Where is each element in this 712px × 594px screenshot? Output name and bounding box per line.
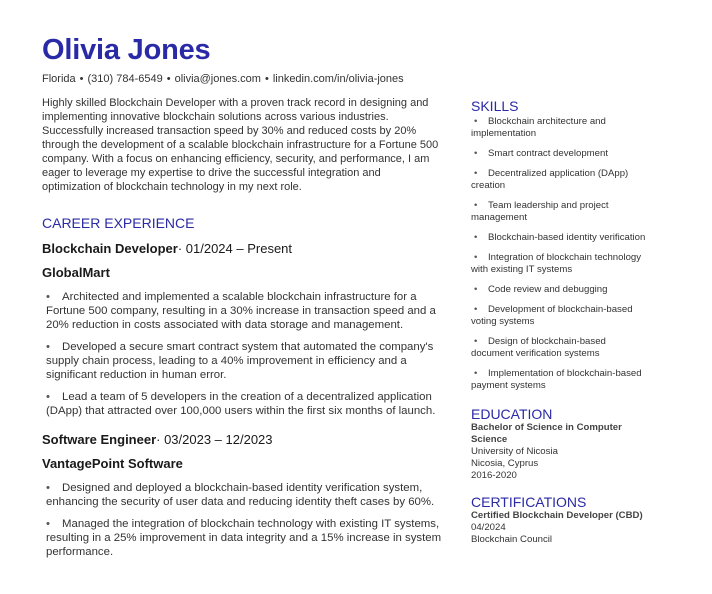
skills-list [471,116,646,392]
company-name: VantagePoint Software [42,456,183,471]
skill-item: • Smart contract development [471,148,646,160]
skill-item: • Development of blockchain-based voting systems [471,304,633,327]
job-entry [42,432,454,559]
contact-line [42,73,404,85]
degree: Bachelor of Science in Computer Science [471,422,622,445]
bullet-icon: • [474,116,478,127]
job-entry [42,241,454,418]
bullet-icon: • [474,368,478,379]
linkedin-link[interactable]: linkedin.com/in/olivia-jones [272,73,404,85]
job-title-line [42,432,454,447]
bullet-icon: • [46,518,50,530]
bullet-icon: • [474,168,478,179]
bullet-icon: • [474,148,478,159]
school-location: Nicosia, Cyprus [471,458,539,469]
bullet-icon: • [474,252,478,263]
bullet-icon: • [474,284,478,295]
bullet-icon: • [474,232,478,243]
job-bullet: • Designed and deployed a blockchain-based identity verification system, enhancing the security of user data and reducing identity theft cases by 60%. [46,482,435,508]
job-bullet: • Architected and implemented a scalable blockchain infrastructure for a Fortune 500 company, resulting in a 30% increase in transaction speed and a 20% reduction in costs associated with data storage and management. [46,291,436,331]
section-title: SKILLS [471,98,519,114]
job-bullet: • Lead a team of 5 developers in the creation of a decentralized application (DApp) that attracted over 100,000 users within the first six months of launch. [46,391,436,417]
bullet-icon: • [474,304,478,315]
skill-item: • Blockchain architecture and implementation [471,116,606,139]
skill-item: • Design of blockchain-based document verification systems [471,336,606,359]
section-title: EDUCATION [471,406,553,422]
skill-item: • Code review and debugging [471,284,646,296]
location: Florida [42,73,76,85]
bullet-icon: • [46,391,50,403]
job-dates: · 01/2024 – Present [177,241,293,256]
separator: • [264,73,269,85]
education-section [471,406,646,482]
sidebar-column [471,98,646,546]
separator: • [79,73,84,85]
candidate-name: Olivia Jones [42,34,211,66]
email-link[interactable]: olivia@jones.com [174,73,261,85]
job-dates: · 03/2023 – 12/2023 [156,432,273,447]
job-title-line [42,241,454,256]
job-bullets [42,481,454,559]
skill-item: • Implementation of blockchain-based payment systems [471,368,642,391]
company-name: GlobalMart [42,265,110,280]
job-role: Software Engineer [42,432,157,447]
bullet-icon: • [474,336,478,347]
bullet-icon: • [46,291,50,303]
phone: (310) 784-6549 [87,73,163,85]
education-years: 2016-2020 [471,470,517,481]
bullet-icon: • [46,482,50,494]
skill-item: • Blockchain-based identity verification [471,232,646,244]
skill-item: • Decentralized application (DApp) creation [471,168,629,191]
certification-name: Certified Blockchain Developer (CBD) [471,510,643,521]
section-title: CERTIFICATIONS [471,494,587,510]
job-bullet: • Managed the integration of blockchain technology with existing IT systems, resulting in a 25% improvement in data integrity and a 15% increase in system performance. [46,518,442,558]
certifications-section [471,494,646,546]
skill-item: • Integration of blockchain technology with existing IT systems [471,252,642,275]
bullet-icon: • [46,341,50,353]
school: University of Nicosia [471,446,558,457]
skill-item: • Team leadership and project management [471,200,609,223]
certification-issuer: Blockchain Council [471,534,553,545]
career-experience-section [42,215,454,567]
section-title: CAREER EXPERIENCE [42,215,195,231]
job-bullets [42,290,454,418]
bullet-icon: • [474,200,478,211]
summary-paragraph: Highly skilled Blockchain Developer with a proven track record in designing and implementing innovative blockchain solutions across various industries. Successfully increased transaction speed by 30% and reduced costs by 20% through the development of a scalable blockchain infrastructure for a Fortune 500 company. With a focus on enhancing efficiency, security, and performance, I am eager to leverage my expertise to drive the successful integration and optimization of blockchain technology in my next role. [42,97,439,193]
job-role: Blockchain Developer [42,241,178,256]
separator: • [166,73,171,85]
job-bullet: • Developed a secure smart contract system that automated the company's supply chain process, leading to a 40% improvement in efficiency and a significant reduction in human error. [46,341,434,381]
certification-date: 04/2024 [471,522,506,533]
